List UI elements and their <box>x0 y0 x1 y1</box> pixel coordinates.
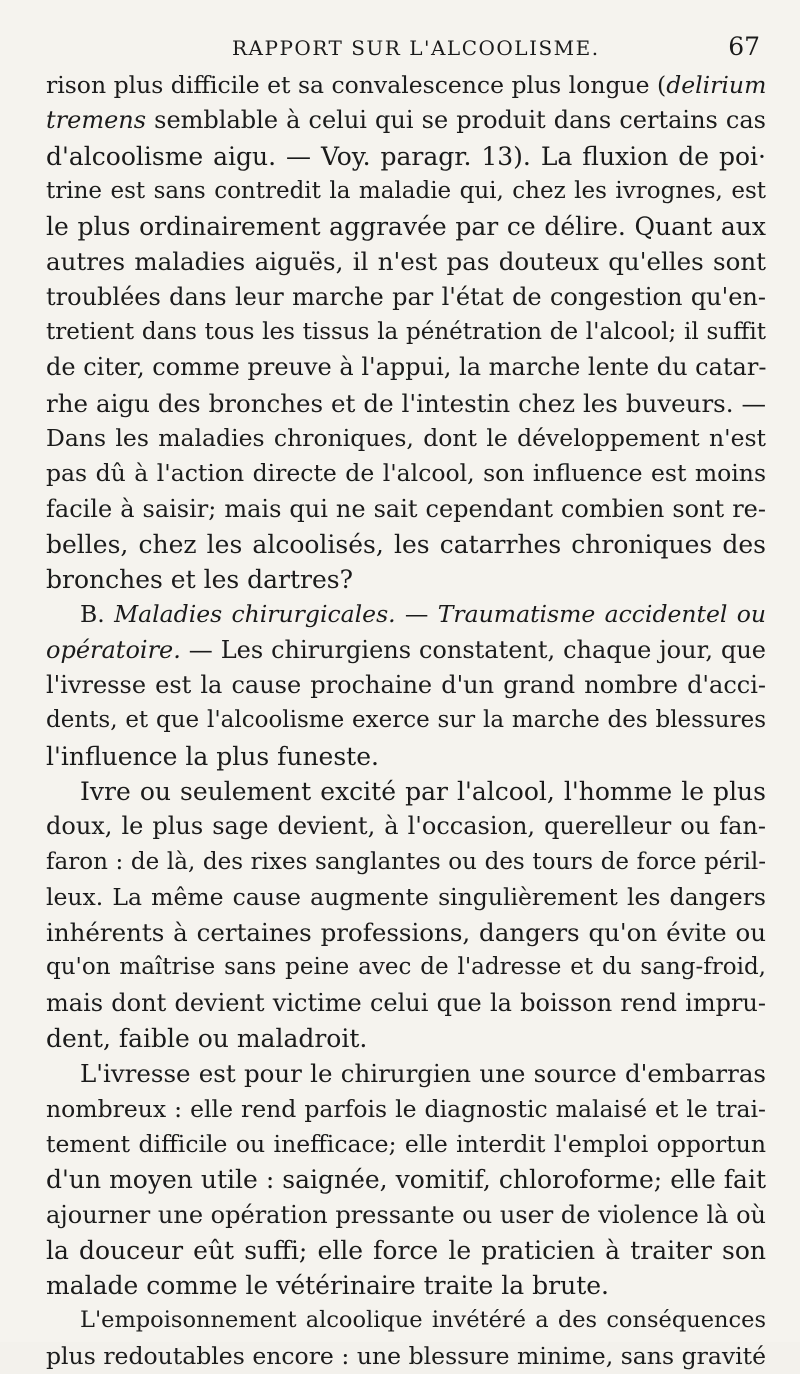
text-line: belles, chez les alcoolisés, les catarrhes chroniques des <box>46 529 766 559</box>
text-line: troublées dans leur marche par l'état de congestion qu'en- <box>46 282 766 311</box>
text-line: leux. La même cause augmente singulièrement les dangers <box>46 882 766 911</box>
text-line: nombreux : elle rend parfois le diagnostic malaisé et le trai- <box>46 1094 766 1123</box>
text-line: trine est sans contredit la maladie qui, chez les ivrognes, est <box>46 177 766 204</box>
text-line: pas dû à l'action directe de l'alcool, son influence est moins <box>46 459 766 488</box>
text-line: tement difficile ou inefficace; elle interdit l'emploi opportun <box>46 1129 766 1158</box>
text-line: l'ivresse est la cause prochaine d'un grand nombre d'acci- <box>46 671 766 700</box>
text-line: L'ivresse est pour le chirurgien une source d'embarras <box>80 1059 766 1089</box>
text-line: mais dont devient victime celui que la boisson rend impru- <box>46 988 766 1017</box>
text-line: le plus ordinairement aggravée par ce délire. Quant aux <box>46 212 766 242</box>
text-line: doux, le plus sage devient, à l'occasion, querelleur ou fan- <box>46 812 766 841</box>
text-line: faron : de là, des rixes sanglantes ou des tours de force péril- <box>46 848 766 875</box>
text-line: d'alcoolisme aigu. — Voy. paragr. 13). La fluxion de poi· <box>46 141 766 171</box>
text-line: Ivre ou seulement excité par l'alcool, l'homme le plus <box>80 776 766 806</box>
text-line: bronches et les dartres? <box>46 565 354 595</box>
running-title: RAPPORT SUR L'ALCOOLISME. <box>232 36 600 60</box>
text-line: dents, et que l'alcoolisme exerce sur la marche des blessures <box>46 707 766 734</box>
text-line: inhérents à certaines professions, dangers qu'on évite ou <box>46 918 766 948</box>
text-line: B. Maladies chirurgicales. — Traumatisme accidentel ou <box>80 600 766 629</box>
text-line: malade comme le vétérinaire traite la brute. <box>46 1271 609 1301</box>
page-number: 67 <box>728 32 760 61</box>
text-line: rison plus difficile et sa convalescence plus longue (delirium <box>46 71 767 99</box>
body-text <box>46 68 766 1374</box>
text-line: rhe aigu des bronches et de l'intestin chez les buveurs. — <box>46 388 766 418</box>
text-line: plus redoutables encore : une blessure minime, sans gravité <box>46 1341 766 1370</box>
text-line: Dans les maladies chroniques, dont le développement n'est <box>46 423 766 452</box>
text-line: la douceur eût suffi; elle force le praticien à traiter son <box>46 1235 766 1265</box>
running-header <box>46 30 766 70</box>
text-line: ajourner une opération pressante ou user de violence là où <box>46 1200 766 1229</box>
text-line: qu'on maîtrise sans peine avec de l'adresse et du sang-froid, <box>46 954 766 981</box>
text-line: L'empoisonnement alcoolique invétéré a des conséquences <box>80 1307 766 1334</box>
text-line: opératoire. — Les chirurgiens constatent, chaque jour, que <box>46 635 766 664</box>
text-line: tremens semblable à celui qui se produit dans certains cas <box>46 106 766 135</box>
text-line: d'un moyen utile : saignée, vomitif, chloroforme; elle fait <box>46 1165 766 1195</box>
text-line: autres maladies aiguës, il n'est pas douteux qu'elles sont <box>46 247 766 277</box>
text-line: de citer, comme preuve à l'appui, la marche lente du catar- <box>46 353 767 382</box>
text-line: dent, faible ou maladroit. <box>46 1024 368 1054</box>
text-line: l'influence la plus funeste. <box>46 741 379 771</box>
text-line: facile à saisir; mais qui ne sait cependant combien sont re- <box>46 494 766 523</box>
text-line: tretient dans tous les tissus la pénétration de l'alcool; il suffit <box>46 319 766 346</box>
